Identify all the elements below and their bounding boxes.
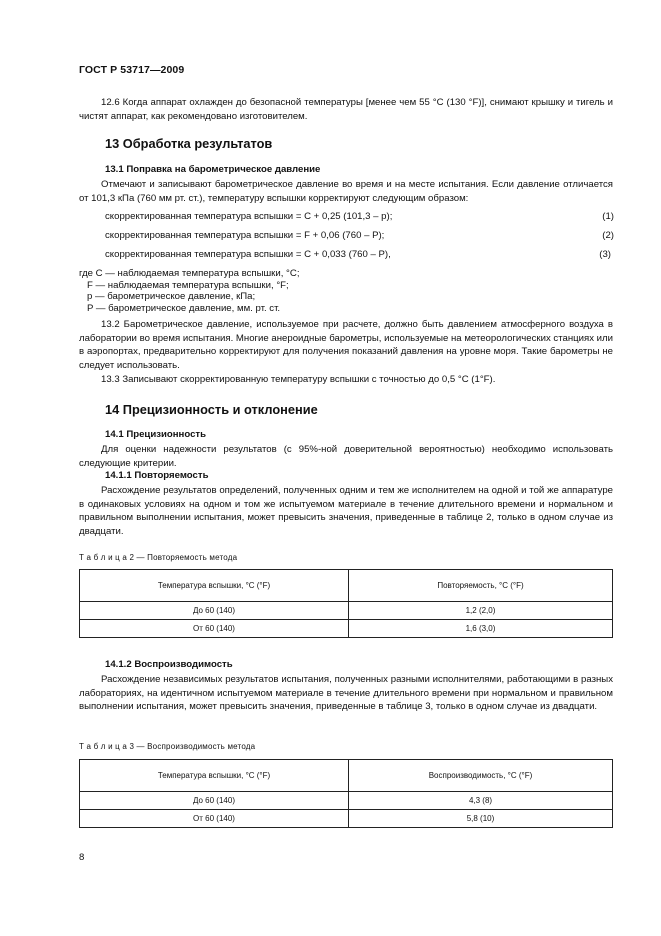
- table-header-cell: Температура вспышки, °С (°F): [80, 570, 349, 602]
- paragraph-13-3: 13.3 Записывают скорректированную температуру вспышки с точностью до 0,5 °С (1°F).: [101, 374, 496, 385]
- table-cell: 4,3 (8): [349, 792, 613, 810]
- table-cell: 5,8 (10): [349, 810, 613, 828]
- table-2-caption: Т а б л и ц а 2 — Повторяемость метода: [79, 553, 238, 562]
- table-cell: От 60 (140): [80, 810, 349, 828]
- table-row: [80, 792, 613, 810]
- table-row: [80, 620, 613, 638]
- table-cell: От 60 (140): [80, 620, 349, 638]
- table-cell: До 60 (140): [80, 602, 349, 620]
- equation-3: [105, 249, 614, 260]
- table-cell: 1,6 (3,0): [349, 620, 613, 638]
- equation-2: [105, 230, 614, 241]
- section-13-title: 13 Обработка результатов: [105, 136, 273, 151]
- table-cell: 1,2 (2,0): [349, 602, 613, 620]
- equation-1-text: скорректированная температура вспышки = C + 0,25 (101,3 – p);: [105, 211, 393, 222]
- table-header-cell: Температура вспышки, °С (°F): [80, 760, 349, 792]
- table-cell: До 60 (140): [80, 792, 349, 810]
- variable-definitions: [79, 268, 300, 315]
- table-row: [80, 810, 613, 828]
- table-header-cell: Воспроизводимость, °С (°F): [349, 760, 613, 792]
- equation-1-number: (1): [602, 211, 614, 222]
- equation-2-text: скорректированная температура вспышки = F + 0,06 (760 – P);: [105, 230, 385, 241]
- table-3: [79, 759, 613, 828]
- section-14-title: 14 Прецизионность и отклонение: [105, 402, 318, 417]
- paragraph-13-2: 13.2 Барометрическое давление, используемое при расчете, должно быть давлением атмосферного воздуха в лаборатории во время испытания. Многие анероидные барометры, используемые на метеорологических станциях или в аэропортах, предварительно корректируют для получения показаний давления на уровне моря. Такие барометры не следует использовать.: [79, 319, 613, 372]
- definition-c: где C — наблюдаемая температура вспышки, °С;: [79, 268, 300, 279]
- definition-p-kpa: p — барометрическое давление, кПа;: [87, 291, 256, 303]
- definition-f: F — наблюдаемая температура вспышки, °F;: [87, 279, 289, 291]
- section-13-1-text: Отмечают и записывают барометрическое давление во время и на месте испытания. Если давление отличается от 101,3 кПа (760 мм рт. ст.), температуру вспышки корректируют следующим образом:: [79, 179, 613, 204]
- table-3-caption: Т а б л и ц а 3 — Воспроизводимость метода: [79, 742, 256, 751]
- equation-2-number: (2): [602, 230, 614, 241]
- table-header-cell: Повторяемость, °С (°F): [349, 570, 613, 602]
- section-14-1-1-text: Расхождение результатов определений, полученных одним и тем же исполнителем на одной и той же аппаратуре в одинаковых условиях на одном и том же испытуемом материале в течение длительного времени и нормальном и правильном выполнении испытания, может превысить значения, приведенные в таблице 2, только в одном случае из двадцати.: [79, 485, 613, 538]
- table-row: [80, 602, 613, 620]
- equation-3-text: скорректированная температура вспышки = C + 0,033 (760 – P),: [105, 249, 391, 260]
- definition-p-mmhg: P — барометрическое давление, мм. рт. ст.: [87, 303, 281, 315]
- table-header-row: [80, 570, 613, 602]
- document-header: ГОСТ Р 53717—2009: [79, 64, 185, 76]
- equation-1: [105, 211, 614, 222]
- section-14-1-title: 14.1 Прецизионность: [105, 429, 207, 440]
- page-number: 8: [79, 852, 85, 863]
- paragraph-12-6: 12.6 Когда аппарат охлажден до безопасной температуры [менее чем 55 °С (130 °F)], снимают крышку и тигель и чистят аппарат, как рекомендовано изготовителем.: [79, 97, 613, 122]
- section-14-1-text: Для оценки надежности результатов (с 95%-ной доверительной вероятностью) необходимо использовать следующие критерии.: [79, 444, 613, 469]
- table-2: [79, 569, 613, 638]
- section-14-1-2-text: Расхождение независимых результатов испытания, полученных разными исполнителями, работающими в разных лабораториях, на идентичном испытуемом материале в течение длительного времени при нормальном и правильном выполнении испытания, может превысить значения, приведенные в таблице 3, только в одном случае из двадцати.: [79, 674, 613, 713]
- equation-3-number: (3): [599, 249, 611, 260]
- table-header-row: [80, 760, 613, 792]
- section-14-1-1-title: 14.1.1 Повторяемость: [105, 470, 209, 481]
- section-13-1-title: 13.1 Поправка на барометрическое давление: [105, 164, 321, 175]
- section-14-1-2-title: 14.1.2 Воспроизводимость: [105, 659, 233, 670]
